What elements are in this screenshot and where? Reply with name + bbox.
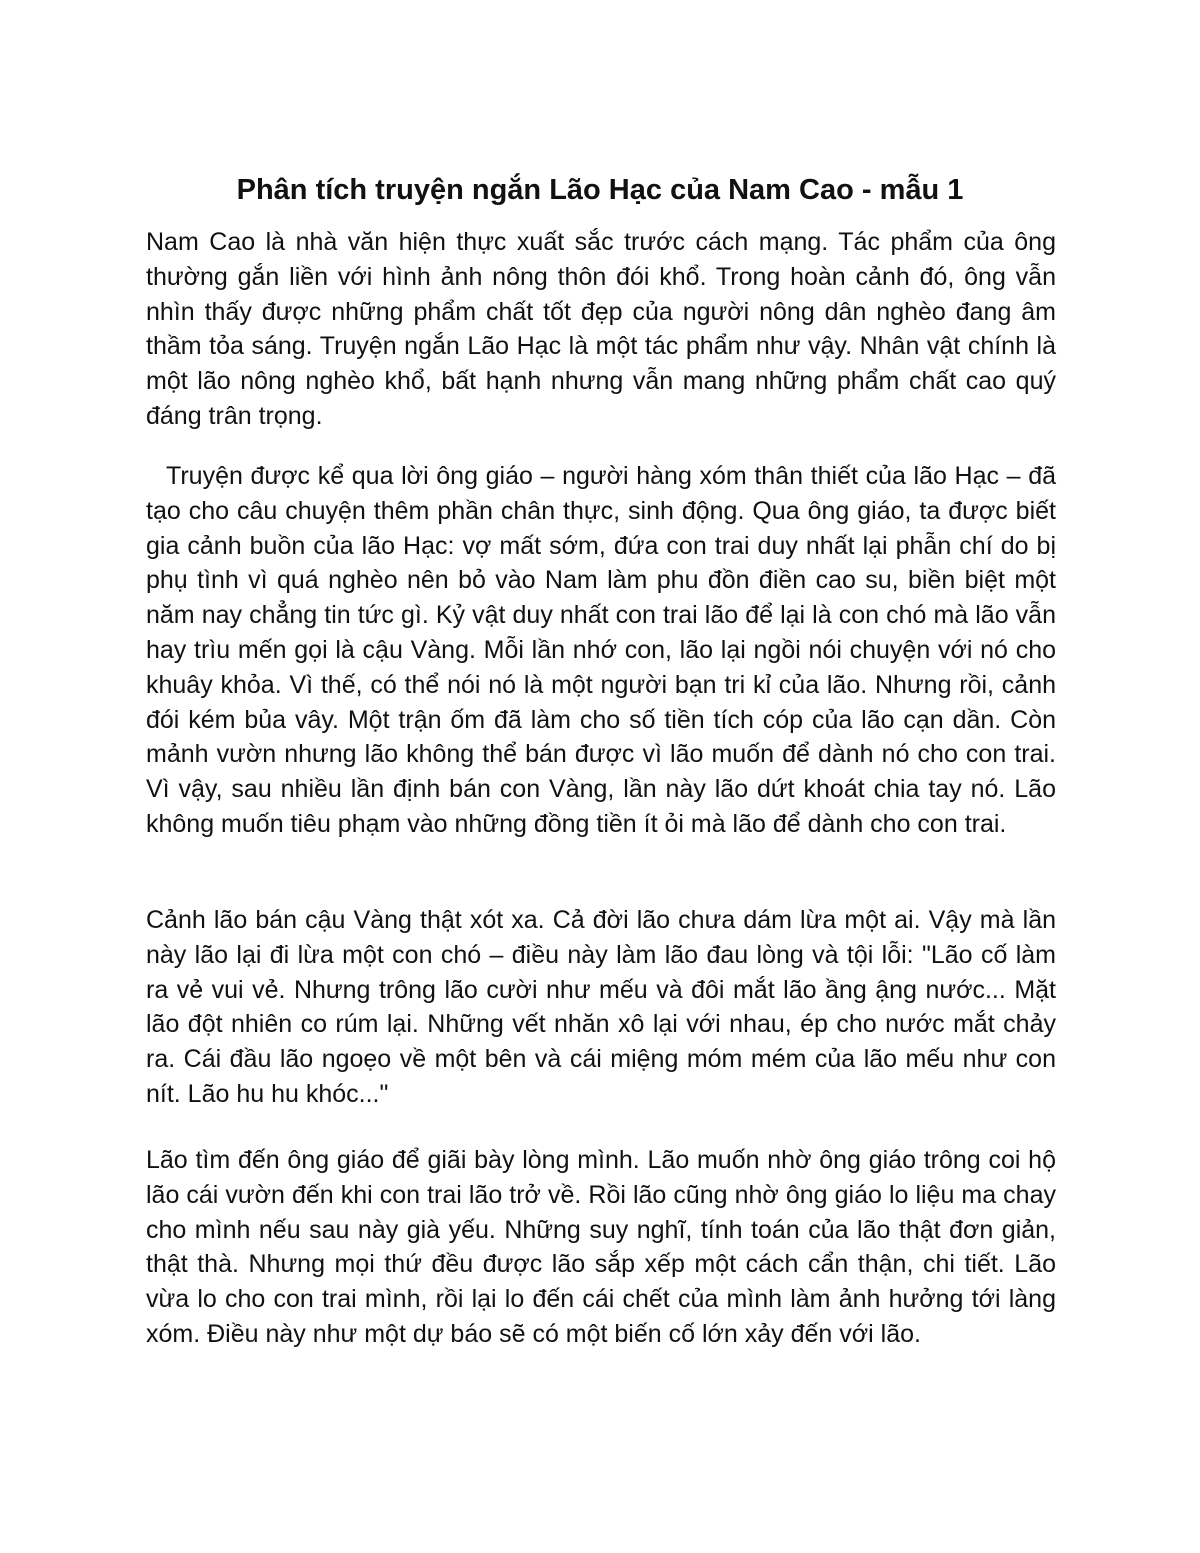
paragraph-1: Nam Cao là nhà văn hiện thực xuất sắc trước cách mạng. Tác phẩm của ông thường gắn liền với hình ảnh nông thôn đói khổ. Trong hoàn cảnh đó, ông vẫn nhìn thấy được những phẩm chất tốt đẹp của người nông dân nghèo đang âm thầm tỏa sáng. Truyện ngắn Lão Hạc là một tác phẩm như vậy. Nhân vật chính là một lão nông nghèo khổ, bất hạnh nhưng vẫn mang những phẩm chất cao quý đáng trân trọng. xyxy=(146,228,1056,430)
paragraph-3: Cảnh lão bán cậu Vàng thật xót xa. Cả đời lão chưa dám lừa một ai. Vậy mà lần này lão lại đi lừa một con chó – điều này làm lão đau lòng và tội lỗi: "Lão cố làm ra vẻ vui vẻ. Nhưng trông lão cười như mếu và đôi mắt lão ầng ậng nước... Mặt lão đột nhiên co rúm lại. Những vết nhăn xô lại với nhau, ép cho nước mắt chảy ra. Cái đầu lão ngoẹo về một bên và cái miệng móm mém của lão mếu như con nít. Lão hu hu khóc..." xyxy=(146,906,1056,1108)
document-title: Phân tích truyện ngắn Lão Hạc của Nam Cao - mẫu 1 xyxy=(236,174,964,206)
paragraph-4: Lão tìm đến ông giáo để giãi bày lòng mình. Lão muốn nhờ ông giáo trông coi hộ lão cái vườn đến khi con trai lão trở về. Rồi lão cũng nhờ ông giáo lo liệu ma chay cho mình nếu sau này già yếu. Những suy nghĩ, tính toán của lão thật đơn giản, thật thà. Nhưng mọi thứ đều được lão sắp xếp một cách cẩn thận, chi tiết. Lão vừa lo cho con trai mình, rồi lại lo đến cái chết của mình làm ảnh hưởng tới làng xóm. Điều này như một dự báo sẽ có một biến cố lớn xảy đến với lão. xyxy=(146,1146,1056,1348)
paragraph-2: Truyện được kể qua lời ông giáo – người hàng xóm thân thiết của lão Hạc – đã tạo cho câu chuyện thêm phần chân thực, sinh động. Qua ông giáo, ta được biết gia cảnh buồn của lão Hạc: vợ mất sớm, đứa con trai duy nhất lại phẫn chí do bị phụ tình vì quá nghèo nên bỏ vào Nam làm phu đồn điền cao su, biền biệt một năm nay chẳng tin tức gì. Kỷ vật duy nhất con trai lão để lại là con chó mà lão vẫn hay trìu mến gọi là cậu Vàng. Mỗi lần nhớ con, lão lại ngồi nói chuyện với nó cho khuây khỏa. Vì thế, có thể nói nó là một người bạn tri kỉ của lão. Nhưng rồi, cảnh đói kém bủa vây. Một trận ốm đã làm cho số tiền tích cóp của lão cạn dần. Còn mảnh vườn nhưng lão không thể bán được vì lão muốn để dành nó cho con trai. Vì vậy, sau nhiều lần định bán con Vàng, lần này lão dứt khoát chia tay nó. Lão không muốn tiêu phạm vào những đồng tiền ít ỏi mà lão để dành cho con trai. xyxy=(146,462,1056,838)
